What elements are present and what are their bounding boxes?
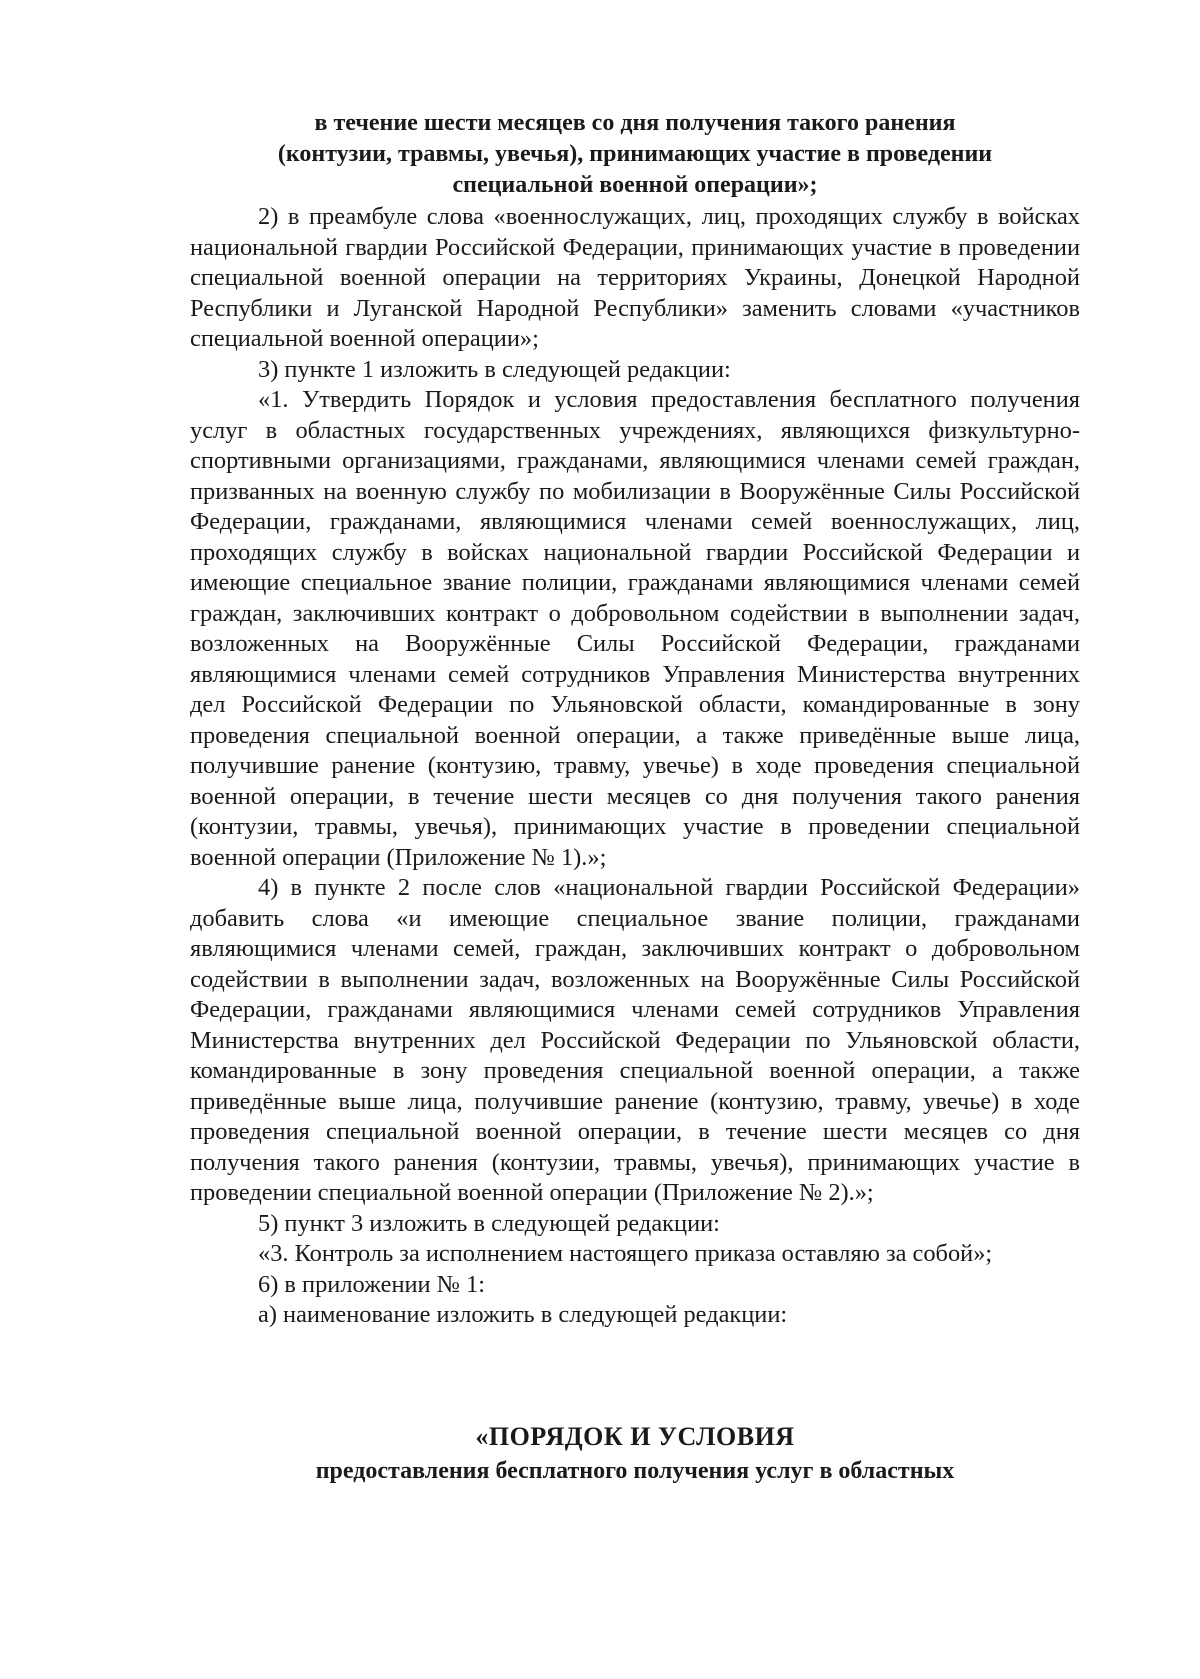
bottom-heading — [190, 1420, 1080, 1488]
paragraph-item-3-text: «3. Контроль за исполнением настоящего приказа оставляю за собой»; — [258, 1240, 993, 1267]
paragraph-title-amendment: а) наименование изложить в следующей редакции: — [258, 1301, 788, 1328]
bottom-heading-title: «ПОРЯДОК И УСЛОВИЯ — [475, 1422, 795, 1451]
document-body — [190, 202, 1080, 1331]
top-heading-line: специальной военной операции»; — [452, 172, 818, 198]
paragraph-item-1-text: «1. Утвердить Порядок и условия предоставления бесплатного получения услуг в областных государственных учреждениях, являющихся физкультурно-спортивными организациями, гражданами, являющимися членами семей граждан, призванных на военную службу по мобилизации в Вооружённые Силы Российской Федерации, гражданами, являющимися членами семей военнослужащих, лиц, проходящих службу в войсках национальной гвардии Российской Федерации и имеющие специальное звание полиции, гражданами являющимися членами семей граждан, заключивших контракт о добровольном содействии в выполнении задач, возложенных на Вооружённые Силы Российской Федерации, гражданами являющимися членами семей сотрудников Управления Министерства внутренних дел Российской Федерации по Ульяновской области, командированные в зону проведения специальной военной операции, а также приведённые выше лица, получившие ранение (контузию, травму, увечье) в ходе проведения специальной военной операции, в течение шести месяцев со дня получения такого ранения (контузии, травмы, увечья), принимающих участие в проведении специальной военной операции (Приложение № 1).»; — [190, 386, 1080, 871]
bottom-heading-subtitle: предоставления бесплатного получения услуг в областных — [315, 1458, 955, 1484]
paragraph-appendix-1: 6) в приложении № 1: — [258, 1270, 486, 1298]
paragraph-item-3-intro: 5) пункт 3 изложить в следующей редакции: — [258, 1209, 720, 1237]
top-heading-line: (контузии, травмы, увечья), принимающих участие в проведении — [277, 141, 993, 167]
paragraph-item-2-amendment: 4) в пункте 2 после слов «национальной гвардии Российской Федерации» добавить слова «и имеющие специальное звание полиции, гражданами являющимися членами семей, граждан, заключивших контракт о добровольном содействии в выполнении задач, возложенных на Вооружённые Силы Российской Федерации, гражданами являющимися членами семей сотрудников Управления Министерства внутренних дел Российской Федерации по Ульяновской области, командированные в зону проведения специальной военной операции, а также приведённые выше лица, получившие ранение (контузию, травму, увечье) в ходе проведения специальной военной операции, в течение шести месяцев со дня получения такого ранения (контузии, травмы, увечья), принимающих участие в проведении специальной военной операции (Приложение № 2).»; — [190, 874, 1080, 1206]
paragraph-item-1-intro: 3) пункте 1 изложить в следующей редакции: — [258, 355, 731, 383]
top-heading — [190, 108, 1080, 201]
paragraph-preamble-amendment: 2) в преамбуле слова «военнослужащих, лиц, проходящих службу в войсках национальной гвардии Российской Федерации, принимающих участие в проведении специальной военной операции на территориях Украины, Донецкой Народной Республики и Луганской Народной Республики» заменить словами «участников специальной военной операции»; — [190, 203, 1080, 352]
top-heading-line: в течение шести месяцев со дня получения такого ранения — [314, 110, 956, 136]
